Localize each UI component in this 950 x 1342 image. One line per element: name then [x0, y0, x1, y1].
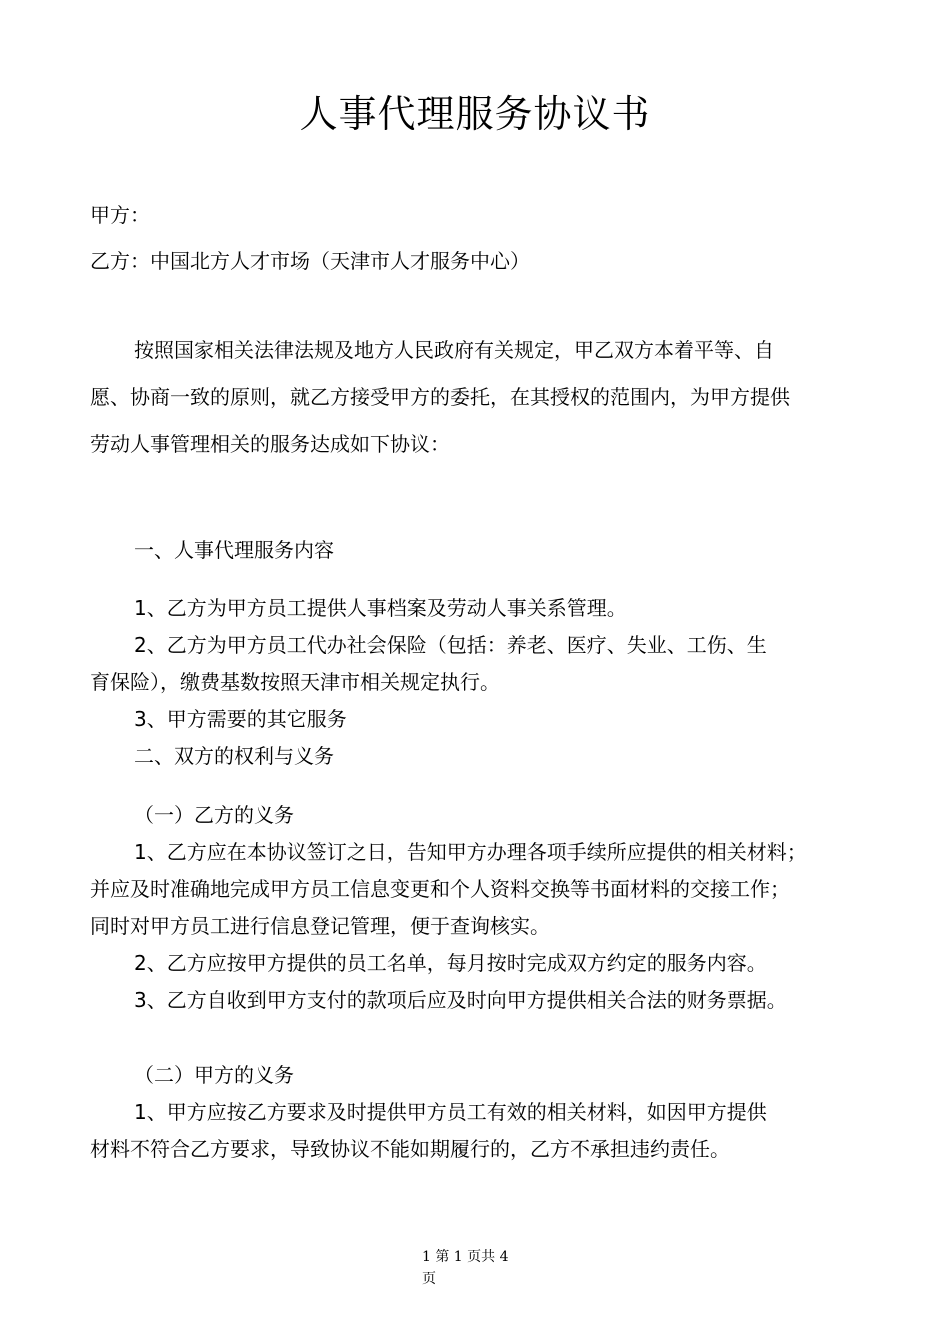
sub1-item-2: 2、乙方应按甲方提供的员工名单，每月按时完成双方约定的服务内容。 — [134, 951, 767, 975]
section2-heading: 二、双方的权利与义务 — [134, 744, 334, 768]
party-a-line: 甲方： — [90, 203, 150, 227]
section1-heading: 一、人事代理服务内容 — [134, 538, 334, 562]
sub1-item-3: 3、乙方自收到甲方支付的款项后应及时向甲方提供相关合法的财务票据。 — [134, 988, 787, 1012]
sub1-heading: （一）乙方的义务 — [134, 803, 294, 827]
section1-item-3: 3、甲方需要的其它服务 — [134, 707, 347, 731]
page-number-cont: 页 — [422, 1271, 436, 1287]
sub2-item-1: 1、甲方应按乙方要求及时提供甲方员工有效的相关材料，如因甲方提供 — [134, 1100, 767, 1124]
preamble-line-2: 愿、协商一致的原则，就乙方接受甲方的委托，在其授权的范围内，为甲方提供 — [90, 385, 790, 409]
sub2-item-1-cont: 材料不符合乙方要求，导致协议不能如期履行的，乙方不承担违约责任。 — [90, 1137, 730, 1161]
page-number: 1 第 1 页共 4 — [422, 1249, 509, 1265]
section1-item-1: 1、乙方为甲方员工提供人事档案及劳动人事关系管理。 — [134, 596, 627, 620]
sub1-item-1-cont-b: 同时对甲方员工进行信息登记管理，便于查询核实。 — [90, 914, 550, 938]
party-b-line: 乙方：中国北方人才市场（天津市人才服务中心） — [90, 249, 530, 273]
sub2-heading: （二）甲方的义务 — [134, 1063, 294, 1087]
document-title: 人事代理服务协议书 — [299, 92, 651, 136]
sub1-item-1: 1、乙方应在本协议签订之日，告知甲方办理各项手续所应提供的相关材料； — [134, 840, 807, 864]
section1-item-2: 2、乙方为甲方员工代办社会保险（包括：养老、医疗、失业、工伤、生 — [134, 633, 767, 657]
preamble-line-1: 按照国家相关法律法规及地方人民政府有关规定，甲乙双方本着平等、自 — [134, 338, 774, 362]
sub1-item-1-cont-a: 并应及时准确地完成甲方员工信息变更和个人资料交换等书面材料的交接工作； — [90, 877, 790, 901]
preamble-line-3: 劳动人事管理相关的服务达成如下协议： — [90, 432, 450, 456]
section1-item-2-cont: 育保险），缴费基数按照天津市相关规定执行。 — [90, 670, 500, 694]
